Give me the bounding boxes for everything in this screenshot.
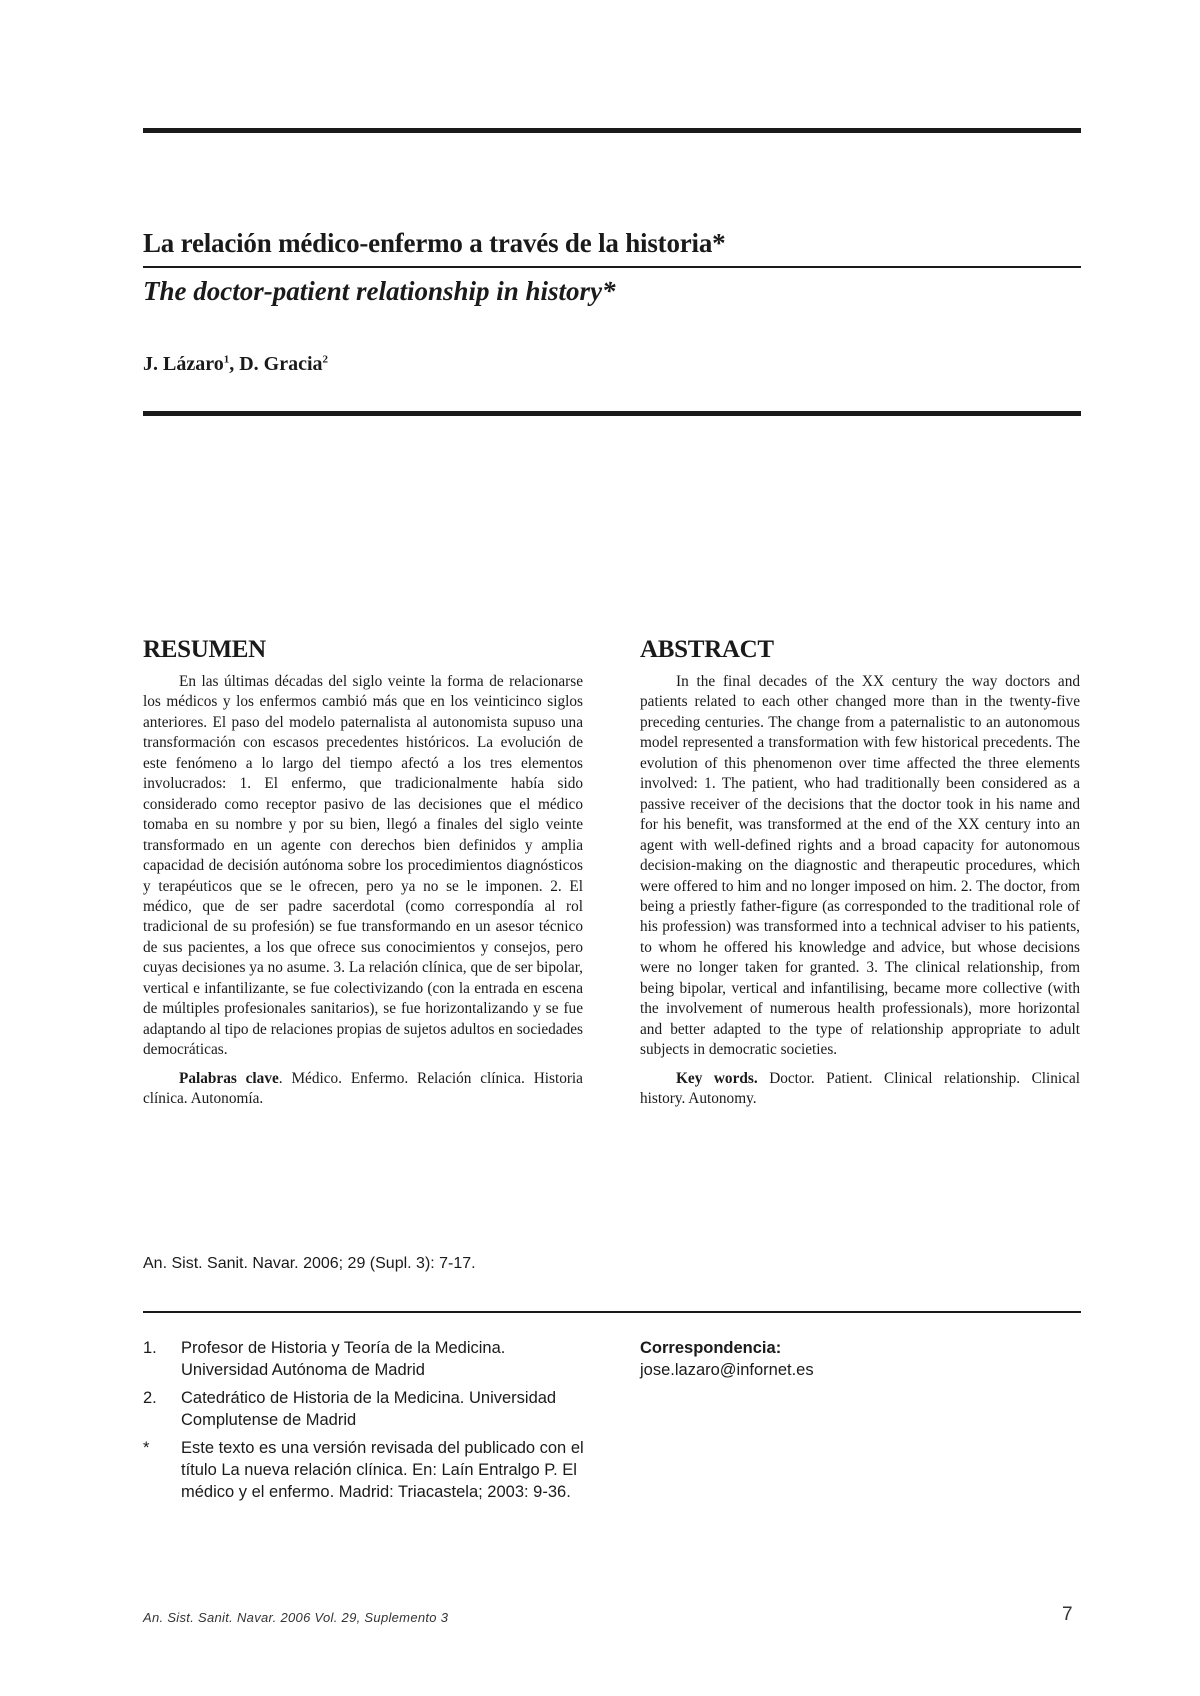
correspondence-email-link[interactable]: jose.lazaro@infornet.es — [640, 1361, 814, 1379]
footnote — [143, 1337, 593, 1381]
abstract-column — [640, 672, 1080, 1110]
correspondence — [640, 1337, 814, 1381]
footnote-mark: 1. — [143, 1339, 157, 1357]
footnote — [143, 1437, 593, 1503]
abstract-keywords — [640, 1069, 1080, 1110]
resumen-keywords — [143, 1069, 583, 1110]
title-underline — [143, 266, 1081, 268]
footnote-mark: 2. — [143, 1389, 157, 1407]
footnote-text: Profesor de Historia y Teoría de la Medicina. Universidad Autónoma de Madrid — [181, 1339, 506, 1379]
abstract-body: In the final decades of the XX century the way doctors and patients related to each other changed more than in the twenty-five preceding centuries. The change from a paternalistic to an autonomous model represented a transformation with few historical precedents. The evolution of this phenomenon over time affected the three elements involved: 1. The patient, who had traditionally been considered as a passive receiver of the decisions that the doctor took in his name and for his benefit, was transformed at the end of the XX century into an agent with well-defined rights and a broad capacity for autonomous decision-making on the diagnostic and therapeutic procedures, which were offered to him and no longer imposed on him. 2. The doctor, from being a priestly father-figure (as corresponded to the traditional role of his profession) was transformed into a technical adviser to his patients, to whom he offered his knowledge and advice, but whose decisions were no longer taken for granted. 3. The clinical relationship, from being bipolar, vertical and infantilising, became more collective (with the involvement of numerous health professionals), more horizontal and better adapted to the type of relationship appropriate to adult subjects in democratic societies. — [640, 673, 1080, 1059]
correspondence-label: Correspondencia: — [640, 1339, 782, 1357]
journal-citation: An. Sist. Sanit. Navar. 2006; 29 (Supl. 3): 7-17. — [143, 1255, 476, 1272]
author-name: J. Lázaro — [143, 353, 224, 375]
keywords-label: Key words. — [676, 1069, 758, 1087]
footnote — [143, 1387, 593, 1431]
resumen-heading: RESUMEN — [143, 636, 266, 663]
resumen-column — [143, 672, 583, 1110]
footnotes — [143, 1337, 593, 1509]
top-rule — [143, 128, 1081, 133]
author-separator: , — [229, 353, 240, 375]
author-list — [143, 353, 328, 376]
footnote-text: Catedrático de Historia de la Medicina. Universidad Complutense de Madrid — [181, 1389, 557, 1429]
page-number: 7 — [1062, 1604, 1073, 1625]
keywords-list: . Médico. Enfermo. Relación clínica. Historia clínica. Autonomía. — [143, 1069, 583, 1108]
keywords-list: Doctor. Patient. Clinical relationship. Clinical history. Autonomy. — [640, 1069, 1081, 1108]
author-affiliation-mark: 1 — [223, 353, 230, 366]
author-name: D. Gracia — [239, 353, 323, 375]
author-affiliation-mark: 2 — [322, 353, 329, 366]
article-title-english: The doctor-patient relationship in history* — [143, 276, 616, 306]
resumen-body: En las últimas décadas del siglo veinte la forma de relacionarse los médicos y los enfermos cambió más que en los veinticinco siglos anteriores. El paso del modelo paternalista al autonomista supuso una transformación con escasos precedentes históricos. La evolución de este fenómeno a lo largo del tiempo afectó a los tres elementos involucrados: 1. El enfermo, que tradicionalmente había sido considerado como receptor pasivo de las decisiones que el médico tomaba en su nombre y por su bien, llegó a finales del siglo veinte transformado en un agente con derechos bien definidos y amplia capacidad de decisión autónoma sobre los procedimientos diagnósticos y terapéuticos que se le ofrecen, pero ya no se le imponen. 2. El médico, que de ser padre sacerdotal (como correspondía al rol tradicional de su profesión) se fue transformando en un asesor técnico de sus pacientes, a los que ofrece sus conocimientos y consejos, pero cuyas decisiones ya no asume. 3. La relación clínica, que de ser bipolar, vertical e infantilizante, se fue colectivizando (con la entrada en escena de múltiples profesionales sanitarios), se fue horizontalizando y se fue adaptando al tipo de relaciones propias de sujetos adultos en sociedades democráticas. — [143, 673, 583, 1059]
footnotes-rule — [143, 1311, 1081, 1313]
keywords-label: Palabras clave — [179, 1069, 279, 1087]
footnote-text: Este texto es una versión revisada del publicado con el título La nueva relación clínica. En: Laín Entralgo P. El médico y el enfermo. Madrid: Triacastela; 2003: 9-36. — [181, 1439, 584, 1501]
abstract-heading: ABSTRACT — [640, 636, 774, 663]
article-title-spanish: La relación médico-enfermo a través de la historia* — [143, 228, 726, 258]
footer-journal-reference: An. Sist. Sanit. Navar. 2006 Vol. 29, Suplemento 3 — [143, 1610, 449, 1625]
header-bottom-rule — [143, 411, 1081, 416]
footnote-mark: * — [143, 1439, 150, 1457]
